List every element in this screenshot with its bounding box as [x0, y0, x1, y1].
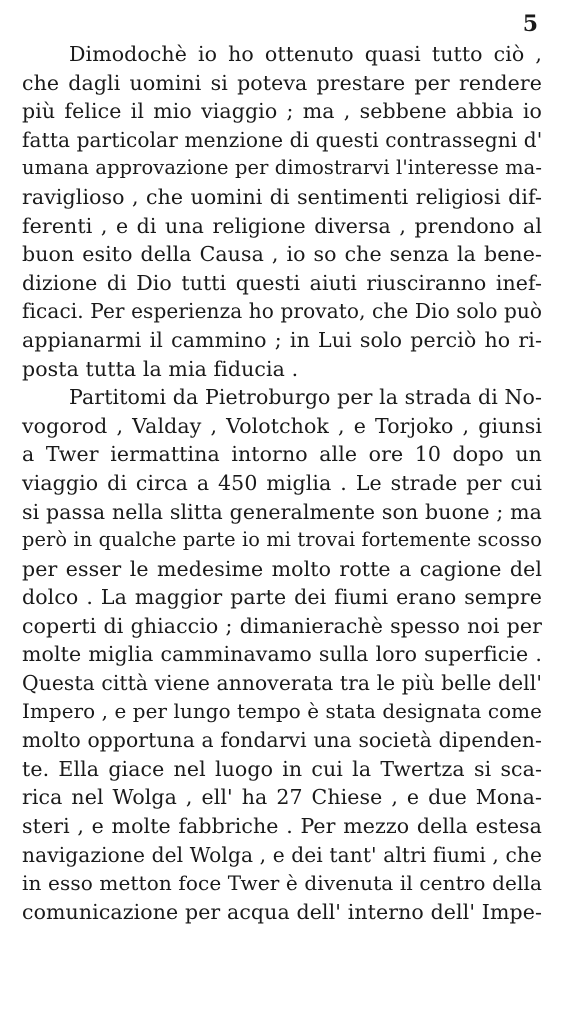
text-line: però in qualche parte io mi trovai fortemente scosso: [22, 528, 542, 552]
text-line: posta tutta la mia fiducia .: [22, 356, 299, 381]
text-line: per esser le medesime molto rotte a cagione del: [22, 556, 542, 581]
text-line: ficaci. Per esperienza ho provato, che Dio solo può: [22, 299, 543, 324]
paragraph-2: [22, 383, 542, 926]
text-line: appianarmi il cammino ; in Lui solo perciò ho ri-: [22, 327, 542, 352]
text-line: che dagli uomini si poteva prestare per rendere: [22, 70, 542, 95]
text-line: a Twer iermattina intorno alle ore 10 dopo un: [22, 442, 542, 467]
text-line: dizione di Dio tutti questi aiuti riusciranno inef-: [22, 270, 542, 295]
text-line: molto opportuna a fondarvi una società dipenden-: [22, 728, 542, 753]
text-line: Dimodochè io ho ottenuto quasi tutto ciò ,: [69, 42, 542, 66]
text-line: viaggio di circa a 450 miglia . Le strade per cui: [22, 470, 542, 495]
text-line: si passa nella slitta generalmente son buone ; ma: [22, 499, 542, 524]
text-line: dolco . La maggior parte dei fiumi erano sempre: [22, 585, 542, 610]
text-line: Questa città viene annoverata tra le più belle dell': [22, 671, 542, 696]
paragraph-1: [22, 40, 542, 383]
text-line: te. Ella giace nel luogo in cui la Twertza si sca-: [22, 756, 542, 781]
text-line: raviglioso , che uomini di sentimenti religiosi dif-: [22, 184, 542, 209]
text-line: buon esito della Causa , io so che senza la bene-: [22, 242, 542, 267]
text-line: navigazione del Wolga , e dei tant' altri fiumi , che: [22, 842, 542, 867]
text-line: molte miglia camminavamo sulla loro superficie .: [22, 642, 542, 667]
text-line: più felice il mio viaggio ; ma , sebbene abbia io: [22, 99, 542, 124]
text-line: coperti di ghiaccio ; dimanierachè spesso noi per: [22, 613, 542, 638]
text-line: steri , e molte fabbriche . Per mezzo della estesa: [22, 814, 542, 839]
text-line: Partitomi da Pietroburgo per la strada di No-: [69, 385, 543, 410]
text-line: vogorod , Valday , Volotchok , e Torjoko , giunsi: [22, 413, 542, 438]
text-line: fatta particolar menzione di questi contrassegni d': [22, 127, 543, 152]
text-line: ferenti , e di una religione diversa , prendono al: [22, 213, 542, 238]
text-line: umana approvazione per dimostrarvi l'interesse ma-: [22, 156, 542, 180]
text-line: rica nel Wolga , ell' ha 27 Chiese , e due Mona-: [22, 785, 542, 810]
text-line: Impero , e per lungo tempo è stata designata come: [22, 699, 542, 723]
text-body: [22, 40, 542, 926]
page-number: 5: [522, 11, 538, 37]
text-line: comunicazione per acqua dell' interno dell' Impe-: [22, 899, 542, 924]
text-line: in esso metton foce Twer è divenuta il centro della: [22, 871, 542, 896]
